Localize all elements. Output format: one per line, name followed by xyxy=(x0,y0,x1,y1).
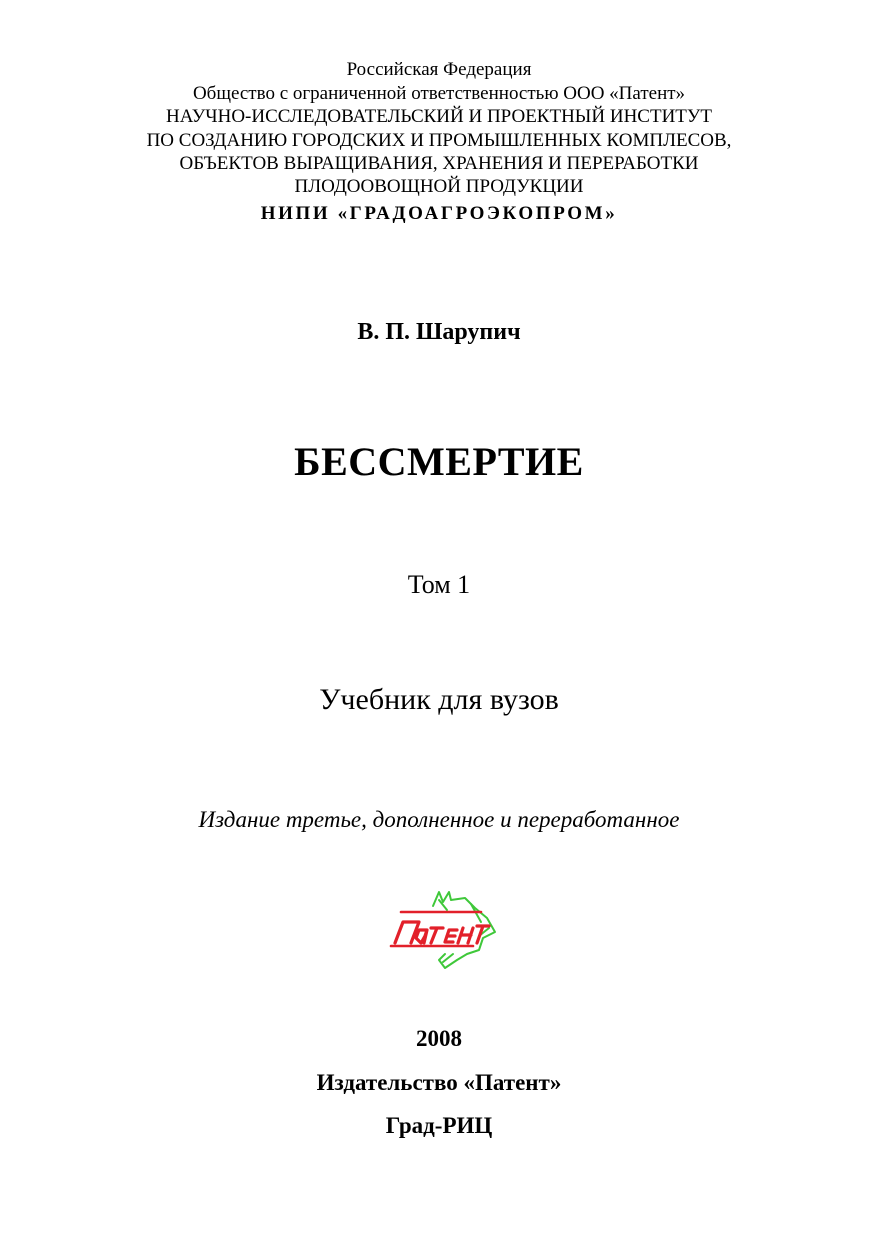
institute-acronym: НИПИ «ГРАДОАГРОЭКОПРОМ» xyxy=(260,203,618,224)
header-line-purpose: ПО СОЗДАНИЮ ГОРОДСКИХ И ПРОМЫШЛЕННЫХ КОМПЛЕСОВ, xyxy=(146,130,732,151)
header-line-institute: НАУЧНО-ИССЛЕДОВАТЕЛЬСКИЙ И ПРОЕКТНЫЙ ИНСТИТУТ xyxy=(166,106,712,127)
book-title: БЕССМЕРТИЕ xyxy=(294,439,584,484)
header-line-company: Общество с ограниченной ответственностью ООО «Патент» xyxy=(192,83,686,104)
edition-note: Издание третье, дополненное и переработанное xyxy=(198,807,680,832)
author-name: В. П. Шарупич xyxy=(357,319,521,345)
header-line-produce: ПЛОДООВОЩНОЙ ПРОДУКЦИИ xyxy=(294,176,584,197)
header-line-objects: ОБЪЕКТОВ ВЫРАЩИВАНИЯ, ХРАНЕНИЯ И ПЕРЕРАБОТКИ xyxy=(179,153,699,174)
volume-label: Том 1 xyxy=(407,570,471,599)
header-line-country: Российская Федерация xyxy=(346,59,532,80)
publisher-city: Град-РИЦ xyxy=(385,1113,493,1138)
patent-logo-icon xyxy=(383,888,505,970)
publisher-name: Издательство «Патент» xyxy=(316,1070,562,1095)
publication-year: 2008 xyxy=(416,1026,462,1051)
book-subtitle: Учебник для вузов xyxy=(319,683,559,716)
